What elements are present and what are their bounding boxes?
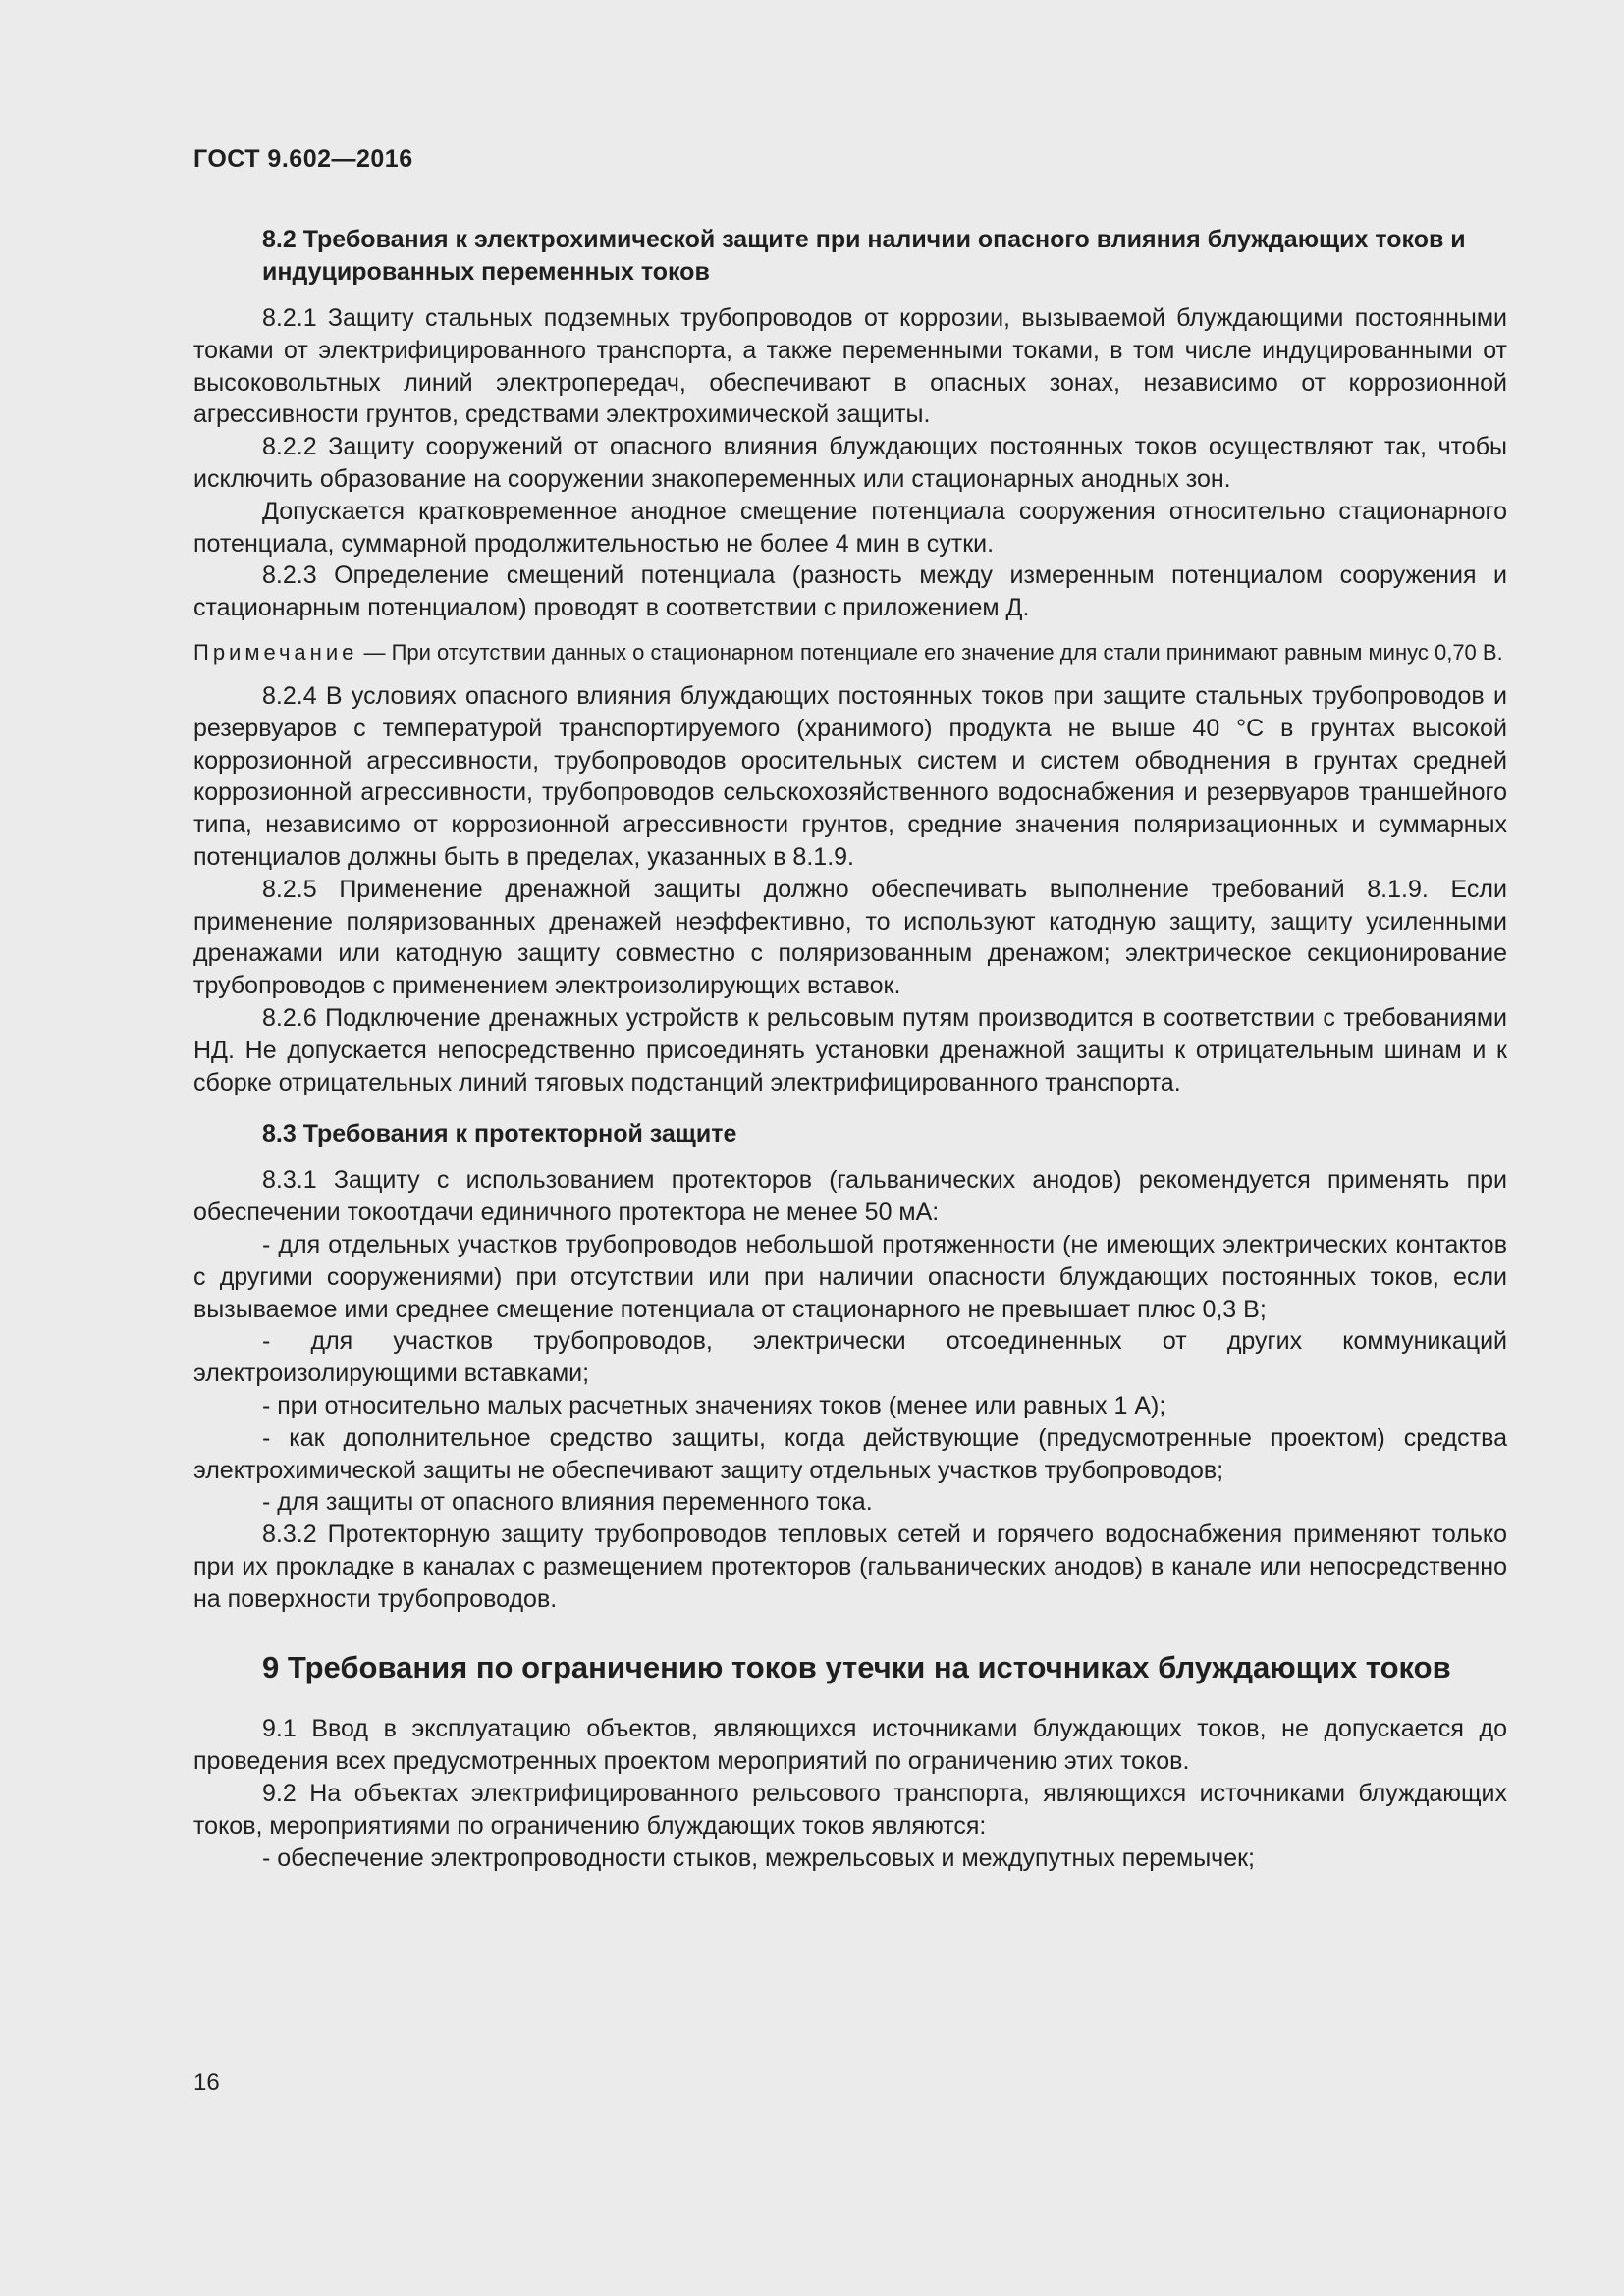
paragraph-8-2-6: 8.2.6 Подключение дренажных устройств к рельсовым путям производится в соответствии с требованиями НД. Не допускается непосредственно присоединять установки дренажной защиты к отрицательным шинам и к сборке отрицательных линий тяговых подстанций электрифицированного транспорта. [193, 1003, 1507, 1096]
paragraph-9-1: 9.1 Ввод в эксплуатацию объектов, являющихся источниками блуждающих токов, не допускается до проведения всех предусмотренных проектом мероприятий по ограничению этих токов. [193, 1715, 1507, 1776]
section-8-2-heading: 8.2 Требования к электрохимической защите при наличии опасного влияния блуждающих токов и индуцированных переменных токов [262, 226, 1466, 286]
paragraph-8-3-2: 8.3.2 Протекторную защиту трубопроводов тепловых сетей и горячего водоснабжения применяют только при их прокладке в каналах с размещением протекторов (гальванических анодов) в канале или непосредственно на поверхности трубопроводов. [193, 1521, 1507, 1613]
document-code-header: ГОСТ 9.602—2016 [193, 145, 413, 173]
list-item: - для участков трубопроводов, электрически отсоединенных от других коммуникаций электроизолирующими вставками; [193, 1327, 1507, 1388]
list-item: - для отдельных участков трубопроводов небольшой протяженности (не имеющих электрических контактов с другими сооружениями) при отсутствии или при наличии опасности блуждающих постоянных токов, если вызываемое ими среднее смещение потенциала от стационарного не превышает плюс 0,3 В; [193, 1230, 1507, 1323]
note [193, 638, 1507, 667]
document-page [193, 0, 1507, 2296]
paragraph-8-2-4: 8.2.4 В условиях опасного влияния блуждающих постоянных токов при защите стальных трубопроводов и резервуаров с температурой транспортируемого (хранимого) продукта не выше 40 °С в грунтах высокой коррозионной агрессивности, трубопроводов оросительных систем и систем обводнения в грунтах средней коррозионной агрессивности, трубопроводов сельскохозяйственного водоснабжения и резервуаров траншейного типа, независимо от коррозионной агрессивности грунтов, средние значения поляризационных и суммарных потенциалов должны быть в пределах, указанных в 8.1.9. [193, 681, 1507, 871]
paragraph-8-2-1: 8.2.1 Защиту стальных подземных трубопроводов от коррозии, вызываемой блуждающими постоянными токами от электрифицированного транспорта, а также переменными токами, в том числе индуцированными от высоковольтных линий электропередач, обеспечивают в опасных зонах, независимо от коррозионной агрессивности грунтов, средствами электрохимической защиты. [193, 304, 1507, 429]
section-8-3-heading: 8.3 Требования к протекторной защите [262, 1120, 737, 1148]
page-number: 16 [193, 2069, 220, 2096]
paragraph-8-3-1: 8.3.1 Защиту с использованием протекторов (гальванических анодов) рекомендуется применять при обеспечении токоотдачи единичного протектора не менее 50 мА: [193, 1166, 1507, 1227]
note-label: Примечание [193, 639, 358, 665]
list-item: - для защиты от опасного влияния переменного тока. [262, 1488, 873, 1517]
paragraph-8-2-3: 8.2.3 Определение смещений потенциала (разность между измеренным потенциалом сооружения и стационарным потенциалом) проводят в соответствии с приложением Д. [193, 561, 1507, 622]
paragraph-8-2-2-permission: Допускается кратковременное анодное смещение потенциала сооружения относительно стационарного потенциала, суммарной продолжительностью не более 4 мин в сутки. [193, 497, 1507, 558]
paragraph-8-2-5: 8.2.5 Применение дренажной защиты должно обеспечивать выполнение требований 8.1.9. Если применение поляризованных дренажей неэффективно, то используют катодную защиту, защиту усиленными дренажами или катодную защиту совместно с поляризованным дренажом; электрическое секционирование трубопроводов с применением электроизолирующих вставок. [193, 875, 1507, 1000]
list-item: - при относительно малых расчетных значениях токов (менее или равных 1 А); [262, 1391, 1166, 1419]
section-9-heading: 9 Требования по ограничению токов утечки на источниках блуждающих токов [262, 1650, 1451, 1685]
paragraph-9-2: 9.2 На объектах электрифицированного рельсового транспорта, являющихся источниками блуждающих токов, мероприятиями по ограничению блуждающих токов являются: [193, 1780, 1507, 1840]
paragraph-8-2-2: 8.2.2 Защиту сооружений от опасного влияния блуждающих постоянных токов осуществляют так, чтобы исключить образование на сооружении знакопеременных или стационарных анодных зон. [193, 433, 1507, 493]
document-body [193, 224, 1507, 1874]
list-item: - обеспечение электропроводности стыков, межрельсовых и междупутных перемычек; [262, 1843, 1255, 1872]
list-item: - как дополнительное средство защиты, когда действующие (предусмотренные проектом) средства электрохимической защиты не обеспечивают защиту отдельных участков трубопроводов; [193, 1423, 1507, 1484]
note-text: — При отсутствии данных о стационарном потенциале его значение для стали принимают равным минус 0,70 В. [357, 639, 1503, 665]
